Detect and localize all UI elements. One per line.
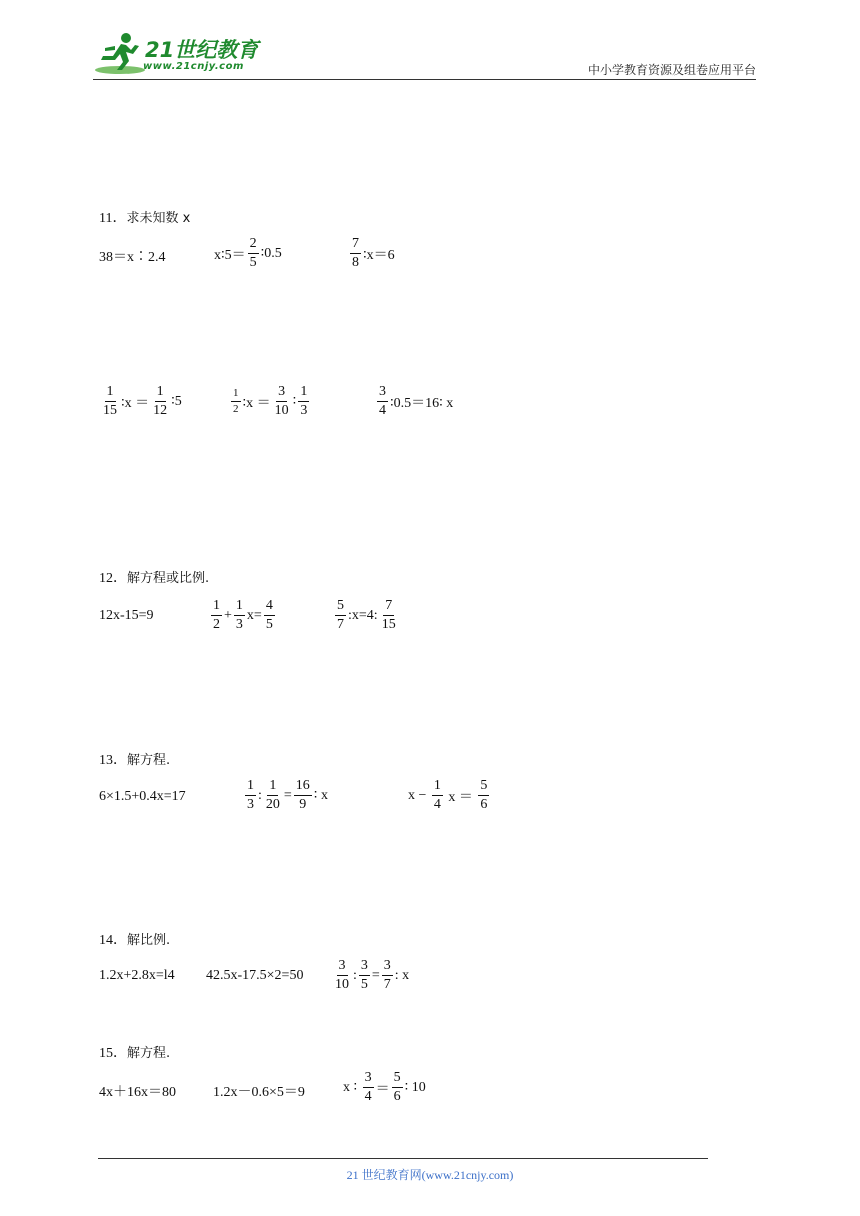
- q12-title-text: 解方程或比例.: [127, 571, 210, 586]
- q12-eq1-text: 12x-15=9: [99, 608, 154, 623]
- denominator: 10: [335, 977, 349, 993]
- q14-eq3-fraction-2: [359, 958, 370, 993]
- q11-eq3: [348, 236, 395, 271]
- q11-eq2-fraction: [248, 236, 259, 271]
- q11-eq4-a: ∶x ＝: [121, 395, 150, 411]
- q15-eq1: [99, 1081, 176, 1101]
- q11-eq5-fraction-1: [231, 387, 241, 415]
- numerator: 1: [245, 778, 256, 796]
- q11-eq4-b: ∶5: [171, 394, 182, 410]
- q11-title: [99, 207, 190, 227]
- q14-number: 14．: [99, 933, 127, 948]
- denominator: 20: [265, 797, 280, 813]
- q12-eq3-fraction-1: [335, 598, 346, 633]
- q11-eq3-b: ∶x＝6: [363, 247, 395, 263]
- denominator: 7: [337, 617, 344, 633]
- q13-eq2-fraction-1: [245, 778, 256, 813]
- q13-eq2: [243, 778, 328, 813]
- denominator: 4: [379, 403, 386, 419]
- denominator: 5: [265, 617, 273, 633]
- q12-eq2-fraction-3: [264, 598, 275, 633]
- q14-eq2: [206, 968, 303, 984]
- q11-eq4-fraction-1: [101, 384, 119, 419]
- q13-eq2-fraction-2: [264, 778, 282, 813]
- q14-eq3-c: : x: [394, 967, 410, 983]
- q11-eq4-fraction-2: [151, 384, 169, 419]
- q13-eq3-b: x ＝: [444, 789, 477, 805]
- denominator: 3: [235, 617, 243, 633]
- q12-eq3-a: :x=4:: [348, 607, 378, 623]
- q12-eq2-a: +: [224, 607, 232, 623]
- q13-eq3-fraction-1: [432, 778, 443, 813]
- denominator: 4: [364, 1089, 372, 1105]
- denominator: 7: [383, 977, 391, 993]
- q14-title-text: 解比例.: [127, 933, 171, 948]
- numerator: 7: [383, 598, 394, 616]
- numerator: 3: [382, 958, 393, 976]
- q11-eq2: [214, 236, 282, 271]
- q11-eq2-a: x∶5＝: [214, 247, 246, 263]
- q15-eq3-fraction-2: [392, 1070, 403, 1105]
- numerator: 3: [359, 958, 370, 976]
- q12-eq2-b: x=: [246, 607, 262, 623]
- q15-eq3-c: ∶ 10: [404, 1080, 426, 1096]
- denominator: 9: [299, 797, 307, 813]
- numerator: 2: [248, 236, 259, 254]
- q13-eq2-b: =: [283, 787, 292, 803]
- denominator: 5: [360, 977, 368, 993]
- runner-logo-icon: [93, 30, 149, 76]
- numerator: 5: [478, 778, 489, 796]
- q13-eq3-a: x −: [408, 787, 430, 803]
- numerator: 3: [276, 384, 287, 402]
- logo-url: www.21cnjy.com: [143, 61, 244, 72]
- q11-eq6-fraction: [377, 384, 388, 419]
- q14-eq1: [99, 968, 175, 984]
- q11-number: 11．: [99, 211, 127, 226]
- q11-eq5-b: ∶: [292, 394, 297, 410]
- q15-eq3: [343, 1070, 426, 1105]
- q11-eq3-fraction: [350, 236, 361, 271]
- numerator: 7: [350, 236, 361, 254]
- q13-eq1: [99, 789, 186, 805]
- q11-eq1: [99, 246, 166, 266]
- numerator: 1: [234, 598, 245, 616]
- q12-eq3: [333, 598, 400, 633]
- q14-eq3: [331, 958, 409, 993]
- q12-number: 12．: [99, 571, 127, 586]
- q11-eq6: [375, 384, 453, 419]
- q14-eq3-a: :: [353, 967, 357, 983]
- q13-eq2-a: :: [258, 787, 262, 803]
- denominator: 3: [300, 403, 308, 419]
- q15-eq2-text: 1.2x－0.6×5＝9: [213, 1085, 305, 1100]
- q14-title: [99, 929, 170, 949]
- numerator: 1: [105, 384, 116, 402]
- site-logo: [93, 30, 263, 78]
- numerator: 3: [377, 384, 388, 402]
- denominator: 6: [480, 797, 488, 813]
- denominator: 4: [433, 797, 441, 813]
- q12-eq1: [99, 608, 154, 624]
- q15-number: 15．: [99, 1046, 127, 1061]
- q12-eq2: [209, 598, 277, 633]
- denominator: 5: [249, 255, 257, 271]
- q11-eq2-b: ∶0.5: [260, 246, 282, 262]
- q11-eq5-fraction-2: [273, 384, 291, 419]
- footer-divider: [98, 1158, 708, 1159]
- q15-title: [99, 1042, 170, 1062]
- q11-eq5: [229, 384, 311, 419]
- denominator: 12: [153, 403, 168, 419]
- q15-eq2: [213, 1081, 305, 1101]
- numerator: 5: [335, 598, 346, 616]
- numerator: 3: [363, 1070, 374, 1088]
- header-slogan: 中小学教育资源及组卷应用平台: [587, 63, 756, 77]
- q11-eq1-text: 38＝x∶2.4: [99, 250, 166, 265]
- numerator: 5: [392, 1070, 403, 1088]
- q12-eq2-fraction-2: [234, 598, 245, 633]
- logo-text: 21世纪教育: [145, 38, 259, 62]
- q13-eq3-fraction-2: [478, 778, 489, 813]
- q15-eq3-b: ＝: [375, 1081, 390, 1097]
- q11-eq5-a: ∶x ＝: [242, 395, 271, 411]
- denominator: 8: [352, 255, 359, 271]
- q12-title: [99, 567, 209, 587]
- q15-eq1-text: 4x＋16x＝80: [99, 1085, 176, 1100]
- q11-title-text: 求未知数 x: [126, 211, 191, 226]
- q13-eq2-fraction-3: [294, 778, 312, 813]
- q14-eq3-fraction-3: [382, 958, 393, 993]
- q11-eq6-a: ∶0.5＝16∶ x: [390, 395, 454, 411]
- numerator: 1: [155, 384, 166, 402]
- denominator: 10: [274, 403, 289, 419]
- q13-title-text: 解方程.: [127, 753, 171, 768]
- q15-eq3-fraction-1: [363, 1070, 374, 1105]
- numerator: 1: [432, 778, 443, 796]
- footer-link[interactable]: 21 世纪教育网(www.21cnjy.com): [346, 1168, 514, 1182]
- q14-eq3-fraction-1: [333, 958, 351, 993]
- q13-number: 13．: [99, 753, 127, 768]
- numerator: 1: [211, 598, 222, 616]
- numerator: 1: [298, 384, 309, 402]
- numerator: 1: [267, 778, 278, 796]
- numerator: 1: [231, 387, 241, 402]
- q11-eq4: [99, 384, 182, 419]
- q12-eq2-fraction-1: [211, 598, 222, 633]
- q11-eq5-fraction-3: [298, 384, 309, 419]
- q15-eq3-a: x ∶: [343, 1080, 361, 1096]
- header-divider: [93, 79, 756, 80]
- denominator: 2: [233, 403, 239, 416]
- denominator: 3: [247, 797, 254, 813]
- numerator: 4: [264, 598, 275, 616]
- denominator: 2: [213, 617, 220, 633]
- numerator: 3: [337, 958, 348, 976]
- denominator: 6: [393, 1089, 401, 1105]
- q12-eq3-fraction-2: [380, 598, 398, 633]
- denominator: 15: [103, 403, 117, 419]
- q15-title-text: 解方程.: [127, 1046, 171, 1061]
- q14-eq3-b: =: [371, 967, 380, 983]
- q14-eq2-text: 42.5x-17.5×2=50: [206, 968, 304, 983]
- q14-eq1-text: 1.2x+2.8x=l4: [99, 968, 175, 983]
- q13-eq3: [408, 778, 491, 813]
- denominator: 15: [381, 617, 396, 633]
- numerator: 16: [294, 778, 312, 796]
- q13-eq2-c: ∶ x: [313, 788, 328, 804]
- q13-eq1-text: 6×1.5+0.4x=17: [99, 789, 186, 804]
- q13-title: [99, 749, 170, 769]
